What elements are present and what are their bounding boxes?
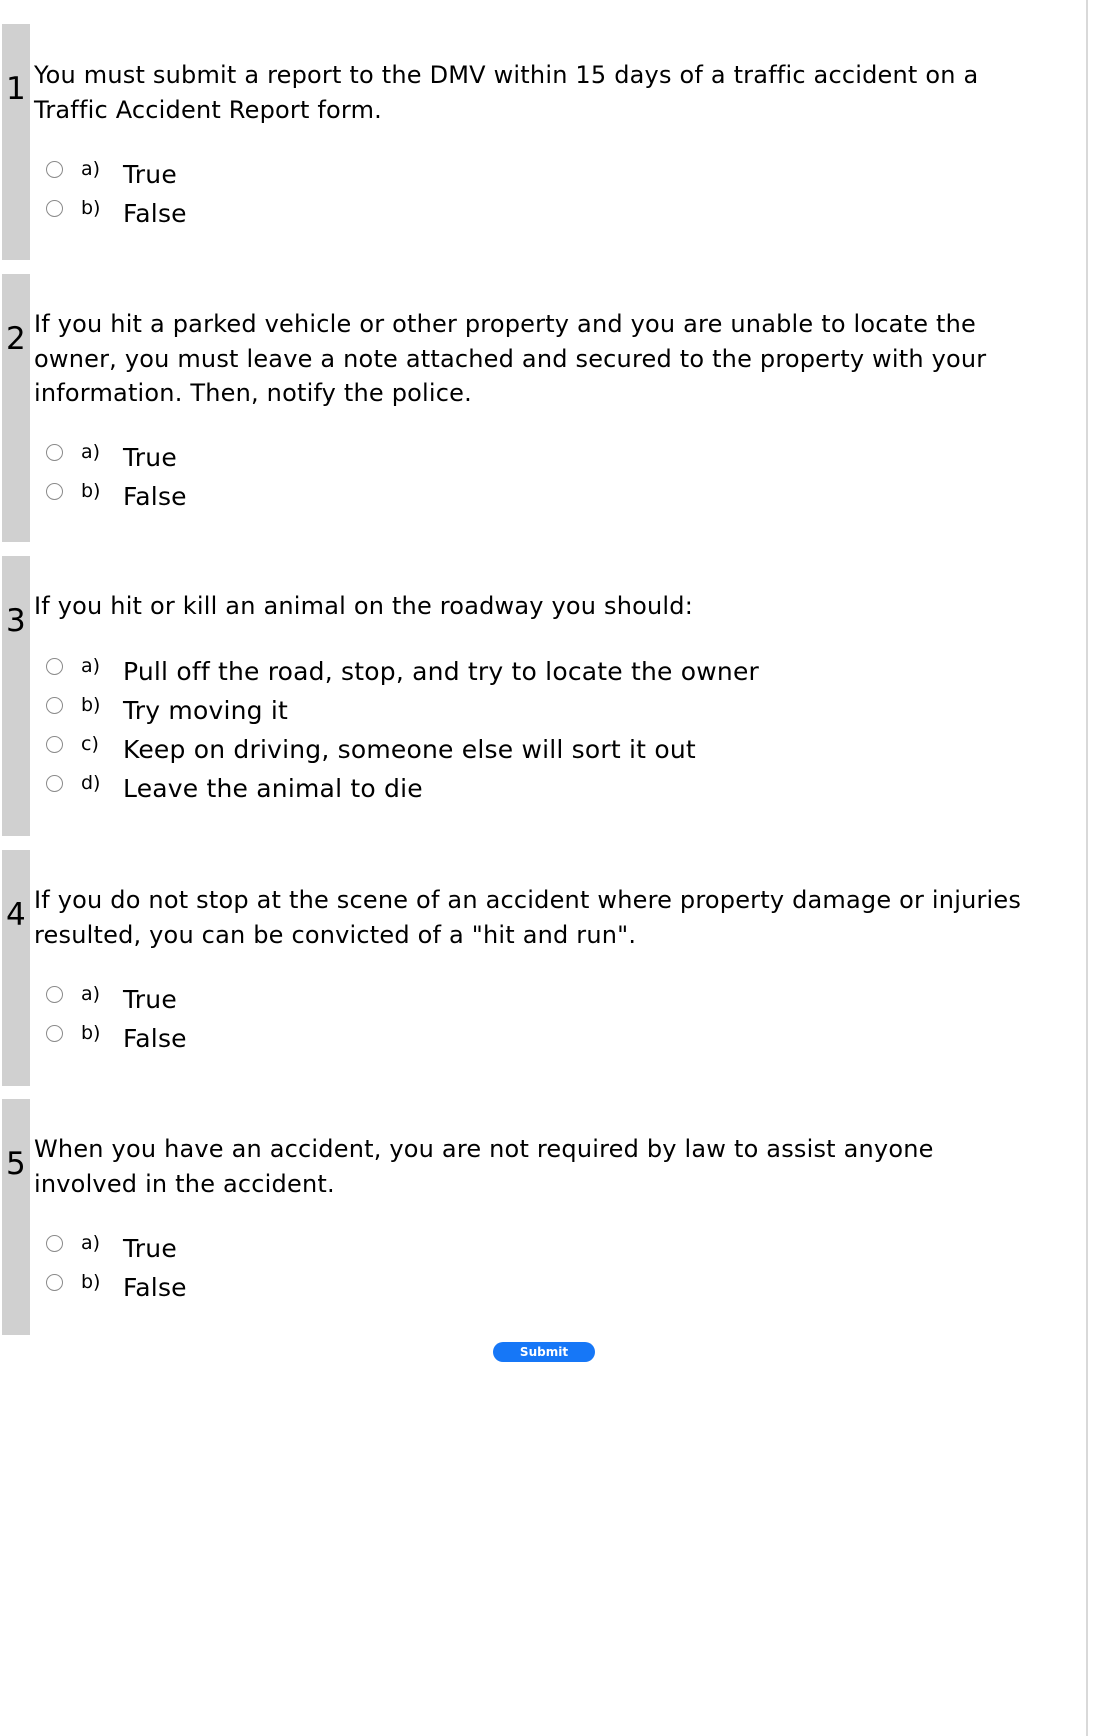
- radio-button[interactable]: [46, 736, 63, 753]
- question-2: [2, 274, 1072, 542]
- option-letter: b): [81, 1021, 101, 1044]
- option-a[interactable]: [46, 1229, 187, 1268]
- radio-button[interactable]: [46, 658, 63, 675]
- radio-button[interactable]: [46, 1235, 63, 1252]
- option-label[interactable]: Leave the animal to die: [123, 774, 423, 803]
- option-d[interactable]: [46, 769, 759, 808]
- question-bar: [2, 556, 30, 836]
- radio-button[interactable]: [46, 775, 63, 792]
- option-a[interactable]: [46, 438, 187, 477]
- option-label[interactable]: False: [123, 199, 187, 228]
- radio-button[interactable]: [46, 697, 63, 714]
- option-label[interactable]: True: [123, 985, 177, 1014]
- question-1: [2, 24, 1072, 260]
- question-3: [2, 556, 1072, 836]
- option-label[interactable]: False: [123, 1024, 187, 1053]
- answer-options: [46, 155, 187, 233]
- radio-button[interactable]: [46, 200, 63, 217]
- option-b[interactable]: [46, 194, 187, 233]
- option-letter: a): [81, 982, 101, 1005]
- answer-options: [46, 1229, 187, 1307]
- option-letter: c): [81, 732, 99, 755]
- question-bar: [2, 850, 30, 1086]
- question-5: [2, 1099, 1072, 1335]
- question-number: 5: [6, 1146, 26, 1182]
- submit-button[interactable]: Submit: [493, 1342, 595, 1362]
- option-letter: a): [81, 1231, 101, 1254]
- option-c[interactable]: [46, 730, 759, 769]
- question-number: 1: [6, 71, 26, 107]
- radio-button[interactable]: [46, 483, 63, 500]
- page-right-border: [1086, 0, 1088, 1736]
- option-letter: b): [81, 479, 101, 502]
- question-number: 3: [6, 603, 26, 639]
- option-label[interactable]: Try moving it: [123, 696, 289, 725]
- option-letter: a): [81, 157, 101, 180]
- option-label[interactable]: True: [123, 1234, 177, 1263]
- radio-button[interactable]: [46, 1274, 63, 1291]
- option-letter: d): [81, 771, 101, 794]
- question-number: 4: [6, 897, 26, 933]
- option-letter: b): [81, 693, 101, 716]
- option-letter: a): [81, 440, 101, 463]
- option-label[interactable]: Pull off the road, stop, and try to locate the owner: [123, 657, 760, 686]
- option-b[interactable]: [46, 1019, 187, 1058]
- option-b[interactable]: [46, 691, 759, 730]
- option-label[interactable]: True: [123, 160, 177, 189]
- answer-options: [46, 980, 187, 1058]
- question-bar: [2, 24, 30, 260]
- radio-button[interactable]: [46, 986, 63, 1003]
- option-label[interactable]: True: [123, 443, 177, 472]
- answer-options: [46, 438, 187, 516]
- question-text: If you do not stop at the scene of an accident where property damage or injuries resulted, you can be convicted of a "hit and run".: [34, 886, 1022, 949]
- question-4: [2, 850, 1072, 1086]
- option-label[interactable]: False: [123, 482, 187, 511]
- option-b[interactable]: [46, 1268, 187, 1307]
- question-number: 2: [6, 321, 26, 357]
- option-a[interactable]: [46, 980, 187, 1019]
- option-b[interactable]: [46, 477, 187, 516]
- radio-button[interactable]: [46, 161, 63, 178]
- option-letter: b): [81, 1270, 101, 1293]
- option-letter: b): [81, 196, 101, 219]
- question-bar: [2, 1099, 30, 1335]
- question-bar: [2, 274, 30, 542]
- radio-button[interactable]: [46, 1025, 63, 1042]
- question-text: If you hit or kill an animal on the roadway you should:: [34, 592, 694, 620]
- option-a[interactable]: [46, 652, 759, 691]
- answer-options: [46, 652, 759, 808]
- option-a[interactable]: [46, 155, 187, 194]
- option-letter: a): [81, 654, 101, 677]
- question-text: If you hit a parked vehicle or other property and you are unable to locate the owner, you must leave a note attached and secured to the property with your information. Then, notify the police.: [34, 310, 987, 407]
- option-label[interactable]: Keep on driving, someone else will sort it out: [123, 735, 696, 764]
- radio-button[interactable]: [46, 444, 63, 461]
- question-text: You must submit a report to the DMV within 15 days of a traffic accident on a Traffic Accident Report form.: [34, 61, 979, 124]
- option-label[interactable]: False: [123, 1273, 187, 1302]
- question-text: When you have an accident, you are not required by law to assist anyone involved in the accident.: [34, 1135, 934, 1198]
